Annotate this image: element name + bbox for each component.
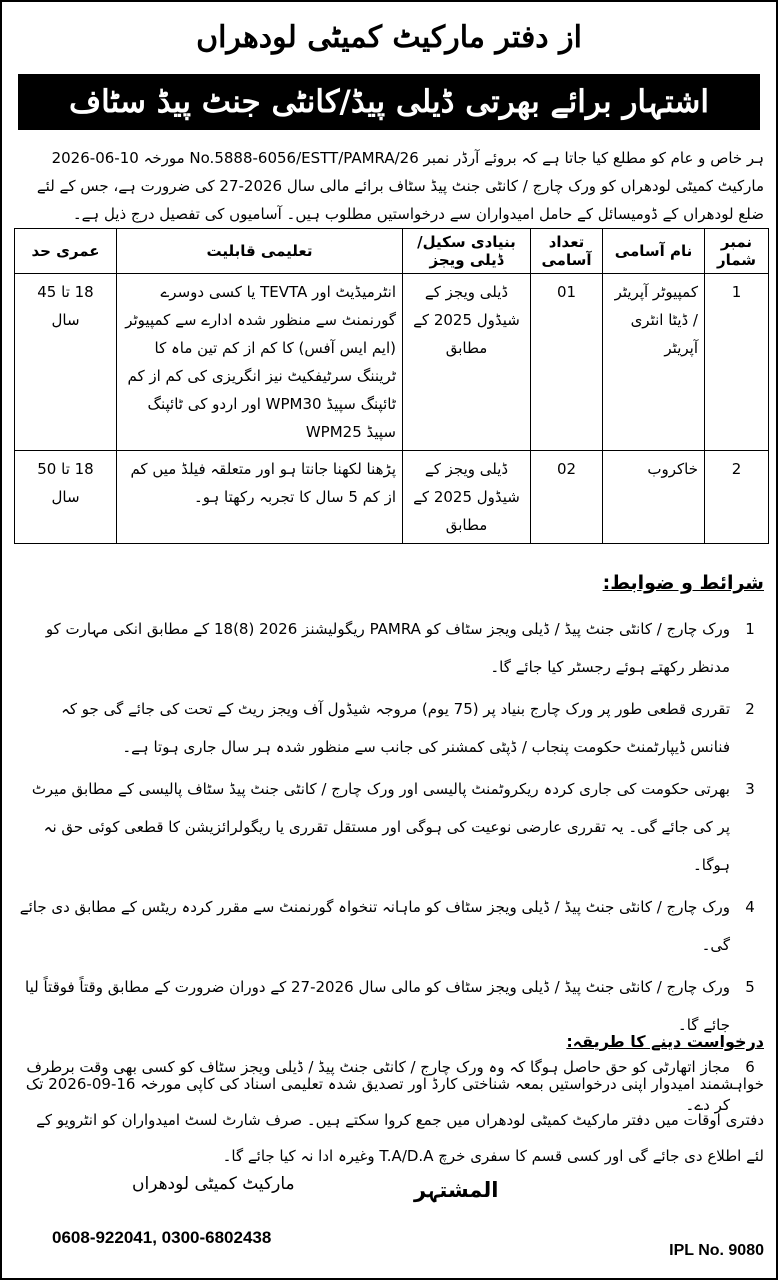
condition-item [18,610,764,686]
condition-item [18,888,764,964]
header-post: نام آسامی [603,229,705,274]
condition-text: ورک چارج / کانٹی جنٹ پیڈ / ڈیلی ویجز سٹاف کو مالی سال 2026-27 کے دوران ضرورت کے مطابق وقتاً فوقتاً لیا جائے گا۔ [25,978,730,1034]
recruitment-banner: اشتہار برائے بھرتی ڈیلی پیڈ/کانٹی جنٹ پیڈ سٹاف [18,74,760,130]
row-age: 18 تا 50 سال [15,451,117,544]
row-count: 01 [531,274,603,451]
condition-number: 4 [745,898,755,916]
header-age: عمری حد [15,229,117,274]
row-scale: ڈیلی ویجز کے شیڈول 2025 کے مطابق [403,274,531,451]
header-scale: بنیادی سکیل/ڈیلی ویجز [403,229,531,274]
row-count: 02 [531,451,603,544]
condition-number: 2 [745,700,755,718]
table-header-row [15,229,769,274]
condition-text: ورک چارج / کانٹی جنٹ پیڈ / ڈیلی ویجز سٹاف کو ماہانہ تنخواہ گورنمنٹ سے مقرر کردہ ریٹس کے مطابق دی جائے گی۔ [19,898,730,954]
header-sr: نمبر شمار [705,229,769,274]
row-qualification: پڑھنا لکھنا جانتا ہو اور متعلقہ فیلڈ میں کم از کم 5 سال کا تجربہ رکھتا ہو۔ [117,451,403,544]
application-heading: درخواست دینے کا طریقہ: [566,1032,764,1051]
condition-number: 1 [745,620,755,638]
application-text: خواہشمند امیدوار اپنی درخواستیں بمعہ شناختی کارڈ اور تصدیق شدہ تعلیمی اسناد کی کاپی مورخہ 16-09-2026 تک دفتری اوقات میں دفتر مارکیٹ کمیٹی لودھراں میں جمع کروا سکتے ہیں۔ صرف شارٹ لسٹ امیدواران کو انٹرویو کے لئے اطلاع دی جائے گی اور کسی قسم کا سفری خرچ T.A/D.A وغیرہ ادا نہ کیا جائے گا۔ [25,1075,764,1165]
condition-item [18,690,764,766]
row-sr: 1 [705,274,769,451]
table-row [15,451,769,544]
contact-phones: 0608-922041, 0300-6802438 [52,1228,272,1247]
row-post: کمپیوٹر آپریٹر / ڈیٹا انٹری آپریٹر [603,274,705,451]
conditions-heading: شرائط و ضوابط: [602,572,764,594]
condition-number: 5 [745,978,755,996]
condition-number: 3 [745,780,755,798]
condition-text: تقرری قطعی طور پر ورک چارج بنیاد پر (75 یوم) مروجہ شیڈول آف ویجز ریٹ کے تحت کی جائے گی جو کہ فنانس ڈیپارٹمنٹ حکومت پنجاب / ڈپٹی کمشنر کی جانب سے منظور شدہ ہر سال جاری ہوتا ہے۔ [61,700,730,756]
row-scale: ڈیلی ویجز کے شیڈول 2025 کے مطابق [403,451,531,544]
condition-text: بھرتی حکومت کی جاری کردہ ریکروٹمنٹ پالیسی اور ورک چارج / کانٹی جنٹ پیڈ سٹاف پالیسی کے مطابق میرٹ پر کی جائے گی۔ یہ تقرری عارضی نوعیت کی ہوگی اور مستقل تقرری یا ریگولرائزیشن کا قطعی کوئی حق نہ ہوگا۔ [31,780,730,874]
advertiser-label: المشتہر [414,1178,499,1202]
header-count: تعداد آسامی [531,229,603,274]
office-header: از دفتر مارکیٹ کمیٹی لودھراں [196,20,582,55]
row-age: 18 تا 45 سال [15,274,117,451]
ipl-number: IPL No. 9080 [669,1242,764,1259]
condition-text: ورک چارج / کانٹی جنٹ پیڈ / ڈیلی ویجز سٹاف کو PAMRA ریگولیشنز 2026 (8)18 کے مطابق انکی مہارت کو مدنظر رکھتے ہوئے رجسٹر کیا جائے گا۔ [45,620,730,676]
row-post: خاکروب [603,451,705,544]
committee-name: مارکیٹ کمیٹی لودھراں [132,1174,295,1194]
row-sr: 2 [705,451,769,544]
posts-table [14,228,769,544]
condition-number: 6 [745,1058,755,1076]
intro-paragraph: ہر خاص و عام کو مطلع کیا جاتا ہے کہ بروئے آرڈر نمبر No.5888-6056/ESTT/PAMRA/26 مورخہ 10-06-2026 مارکیٹ کمیٹی لودھراں کو ورک چارج / کانٹی جنٹ پیڈ سٹاف برائے مالی سال 2026-27 کی ضرورت ہے، جس کے لئے ضلع لودھراں کے ڈومیسائل کے حامل امیدواران سے درخواستیں مطلوب ہیں۔ آسامیوں کی تفصیل درج ذیل ہے۔ [36,149,764,223]
table-row [15,274,769,451]
condition-text: مجاز اتھارٹی کو حق حاصل ہوگا کہ وہ ورک چارج / کانٹی جنٹ پیڈ / ڈیلی ویجز سٹاف کو کسی بھی وقت برطرف کر دے۔ [26,1058,730,1114]
condition-item [18,770,764,884]
header-qualification: تعلیمی قابلیت [117,229,403,274]
row-qualification: انٹرمیڈیٹ اور TEVTA یا کسی دوسرے گورنمنٹ سے منظور شدہ ادارے سے کمپیوٹر (ایم ایس آفس) کا کم از کم تین ماہ کا ٹریننگ سرٹیفکیٹ نیز انگریزی کی کم از کم ٹائپنگ سپیڈ WPM30 اور اردو کی ٹائپنگ سپیڈ WPM25 [117,274,403,451]
